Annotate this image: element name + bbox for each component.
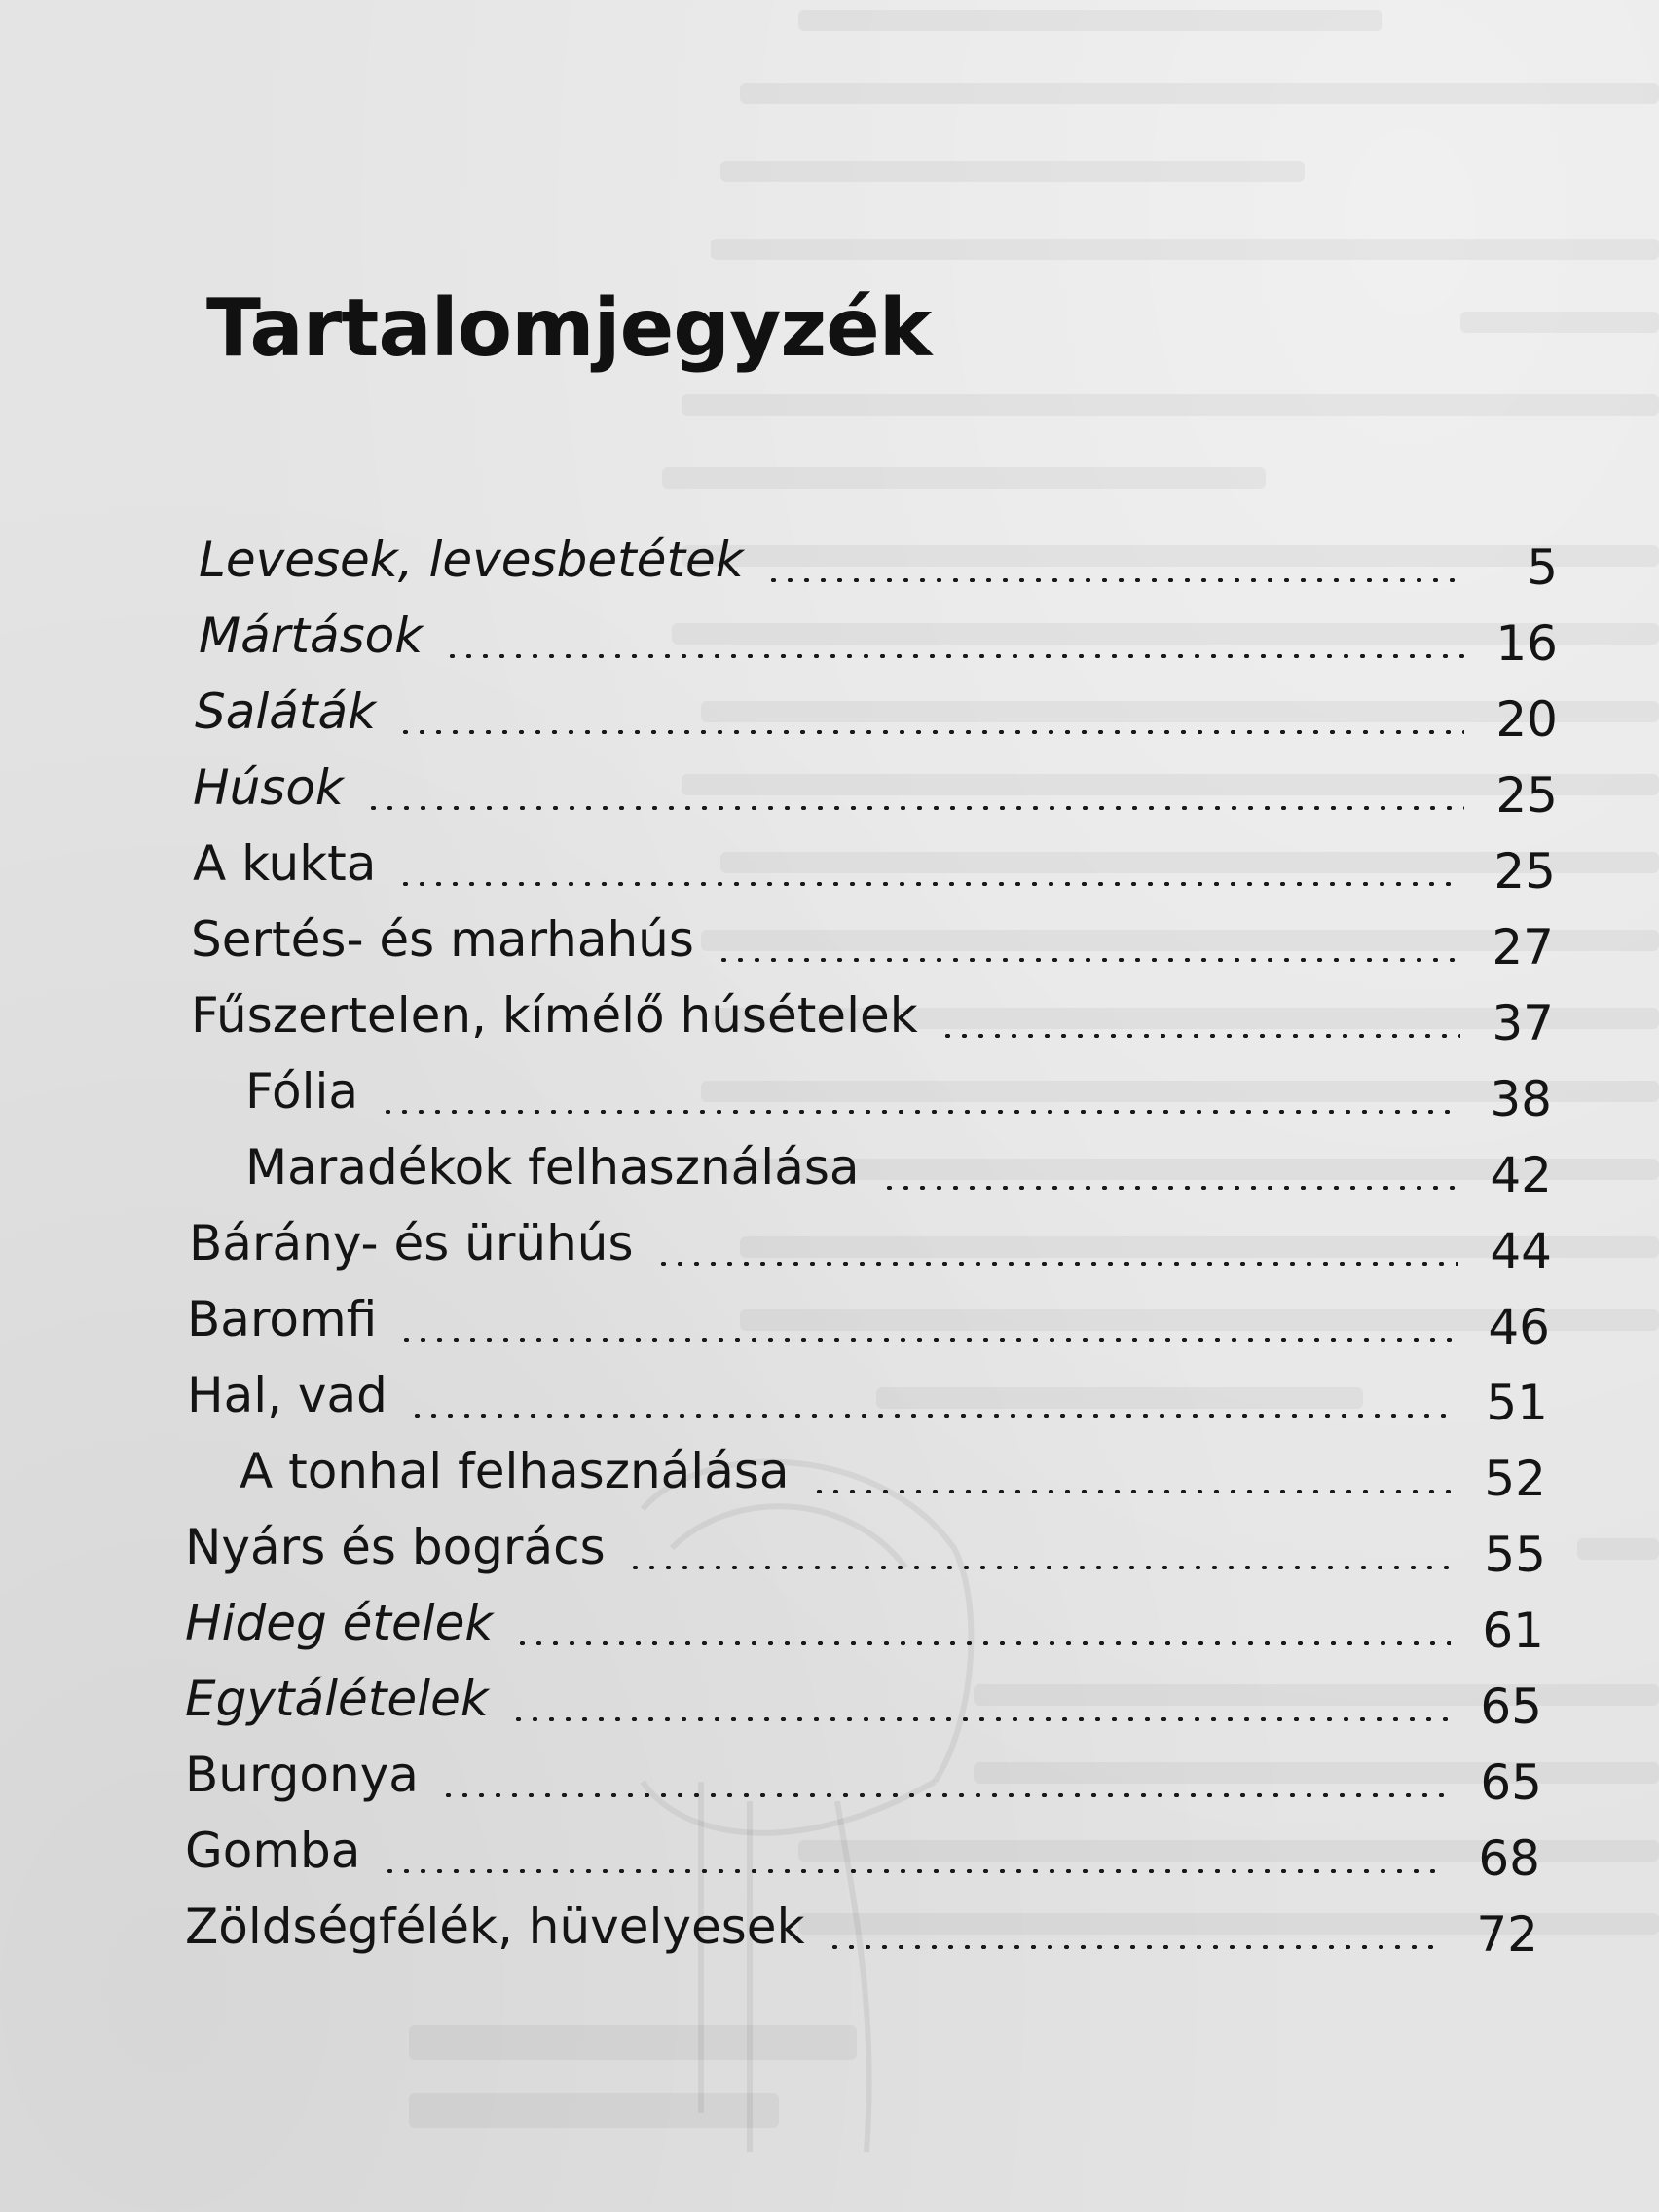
toc-entry: [193, 820, 1556, 900]
toc-entry-label: Egytálételek: [185, 1671, 489, 1727]
toc-entry: [240, 1427, 1546, 1507]
toc-entry-label: Gomba: [185, 1823, 361, 1879]
toc-entry: [185, 1731, 1542, 1811]
toc-entry-label: Hal, vad: [187, 1367, 387, 1423]
toc-entry-page-number: 20: [1495, 691, 1558, 748]
toc-entry-label: Hideg ételek: [185, 1595, 494, 1651]
toc-entry-label: Húsok: [193, 759, 344, 816]
toc-entry: [245, 1124, 1552, 1203]
dot-leader: [382, 1869, 1447, 1873]
toc-entry-page-number: 51: [1486, 1375, 1548, 1431]
toc-entry-page-number: 5: [1527, 539, 1558, 596]
table-of-contents: [185, 516, 1567, 2035]
toc-entry: [189, 1199, 1552, 1279]
toc-entry-page-number: 65: [1480, 1754, 1542, 1811]
toc-entry-label: A tonhal felhasználása: [240, 1443, 790, 1499]
toc-entry-page-number: 16: [1495, 615, 1558, 672]
toc-entry-label: Fólia: [245, 1063, 358, 1120]
toc-entry-page-number: 37: [1492, 995, 1554, 1051]
toc-entry-page-number: 38: [1490, 1071, 1552, 1127]
dot-leader: [365, 806, 1464, 810]
toc-entry-label: Levesek, levesbetétek: [199, 532, 744, 588]
toc-entry: [195, 668, 1558, 748]
toc-entry: [185, 1655, 1542, 1735]
dot-leader: [444, 654, 1464, 658]
toc-entry-page-number: 52: [1484, 1451, 1546, 1507]
toc-entry: [245, 1048, 1552, 1127]
toc-entry-page-number: 61: [1482, 1603, 1544, 1659]
toc-entry: [185, 1807, 1540, 1887]
toc-entry: [185, 1579, 1544, 1659]
toc-entry-page-number: 27: [1492, 919, 1554, 976]
toc-entry-label: Nyárs és bogrács: [185, 1519, 606, 1575]
toc-entry: [187, 1351, 1548, 1431]
toc-entry: [191, 896, 1554, 976]
toc-entry-label: Fűszertelen, kímélő húsételek: [191, 987, 918, 1044]
toc-entry-page-number: 42: [1490, 1147, 1552, 1203]
toc-entry-label: Mártások: [199, 608, 424, 664]
toc-entry: [191, 972, 1554, 1051]
toc-entry-page-number: 68: [1478, 1830, 1540, 1887]
toc-entry-label: Zöldségfélék, hüvelyesek: [185, 1899, 805, 1955]
dot-leader: [881, 1186, 1458, 1190]
toc-entry-page-number: 44: [1490, 1223, 1552, 1279]
dot-leader: [765, 578, 1464, 582]
dot-leader: [440, 1793, 1449, 1797]
toc-entry: [185, 1503, 1546, 1583]
toc-entry-label: Bárány- és ürühús: [189, 1215, 634, 1272]
toc-entry-label: Saláták: [195, 683, 377, 740]
dot-leader: [397, 882, 1462, 886]
toc-entry-page-number: 65: [1480, 1678, 1542, 1735]
toc-entry: [187, 1275, 1550, 1355]
dot-leader: [627, 1566, 1453, 1569]
toc-entry-label: Baromfi: [187, 1291, 378, 1347]
dot-leader: [811, 1490, 1453, 1493]
page-title: Tartalomjegyzék: [206, 282, 932, 375]
dot-leader: [397, 730, 1464, 734]
dot-leader: [514, 1641, 1451, 1645]
dot-leader: [510, 1717, 1449, 1721]
dot-leader: [655, 1262, 1458, 1266]
dot-leader: [827, 1945, 1445, 1949]
toc-entry-label: Maradékok felhasználása: [245, 1139, 860, 1196]
dot-leader: [380, 1110, 1458, 1114]
toc-entry: [185, 1883, 1538, 1963]
toc-entry: [193, 744, 1558, 824]
toc-entry-page-number: 72: [1476, 1906, 1538, 1963]
dot-leader: [940, 1034, 1460, 1038]
toc-entry-label: Sertés- és marhahús: [191, 911, 694, 968]
toc-entry-label: A kukta: [193, 835, 377, 892]
toc-entry-page-number: 25: [1493, 843, 1556, 900]
toc-entry: [199, 516, 1558, 596]
toc-entry: [199, 592, 1558, 672]
toc-entry-page-number: 55: [1484, 1527, 1546, 1583]
toc-entry-label: Burgonya: [185, 1747, 419, 1803]
dot-leader: [398, 1338, 1456, 1342]
toc-entry-page-number: 25: [1495, 767, 1558, 824]
dot-leader: [409, 1414, 1455, 1418]
dot-leader: [716, 958, 1460, 962]
toc-entry-page-number: 46: [1488, 1299, 1550, 1355]
